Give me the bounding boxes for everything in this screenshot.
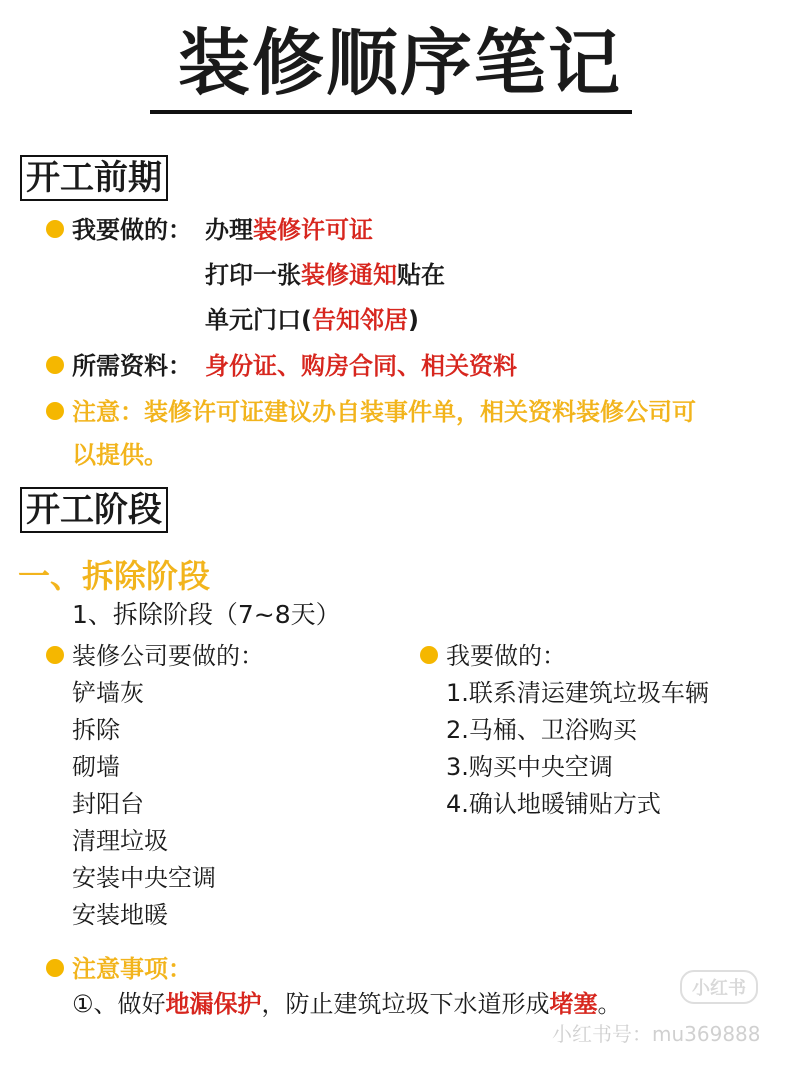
me-label-row xyxy=(420,641,566,671)
stage-title: 1、拆除阶段（7~8天） xyxy=(72,600,341,629)
bullet-dot-icon xyxy=(46,646,64,664)
materials-value: 身份证、购房合同、相关资料 xyxy=(205,352,517,380)
i-do-line-2-tail: 贴在 xyxy=(397,261,445,289)
attention-text xyxy=(72,989,622,1019)
materials-label: 所需资料： xyxy=(72,352,192,380)
bullet-dot-icon xyxy=(420,646,438,664)
attention-pre: ①、做好 xyxy=(72,990,166,1018)
note-text-1: 注意：装修许可证建议办自装事件单，相关资料装修公司可 xyxy=(72,398,696,426)
neighbors-highlight: 告知邻居 xyxy=(311,306,408,334)
i-do-line-2-text: 打印一张 xyxy=(205,261,301,289)
i-do-line-2 xyxy=(205,260,445,290)
permit-highlight: 装修许可证 xyxy=(253,216,373,244)
attention-mid: ，防止建筑垃圾下水道形成 xyxy=(261,990,550,1018)
i-do-line-3-text: 单元门口( xyxy=(205,306,312,334)
company-item: 安装地暖 xyxy=(72,901,168,929)
company-item: 清理垃圾 xyxy=(72,827,168,855)
me-item: 3.购买中央空调 xyxy=(446,753,613,781)
i-do-line-3-tail: ) xyxy=(407,306,419,334)
demolition-subheading: 一、拆除阶段 xyxy=(18,557,211,595)
attention-row xyxy=(46,954,192,984)
company-item: 铲墙灰 xyxy=(72,679,144,707)
blockage-highlight: 堵塞 xyxy=(549,990,598,1018)
me-item: 4.确认地暖铺贴方式 xyxy=(446,790,661,818)
drain-protection-highlight: 地漏保护 xyxy=(165,990,262,1018)
me-label: 我要做的： xyxy=(446,642,566,670)
me-item: 2.马桶、卫浴购买 xyxy=(446,716,637,744)
me-item: 1.联系清运建筑垃圾车辆 xyxy=(446,679,709,707)
bullet-dot-icon xyxy=(46,356,64,374)
watermark-id: 小红书号：mu369888 xyxy=(552,1022,761,1046)
section-heading-construction: 开工阶段 xyxy=(20,487,168,533)
company-item: 砌墙 xyxy=(72,753,120,781)
company-item: 安装中央空调 xyxy=(72,864,216,892)
company-item: 拆除 xyxy=(72,716,120,744)
page-title: 装修顺序笔记 xyxy=(177,21,622,105)
i-do-line-1-text: 办理 xyxy=(205,216,253,244)
company-item: 封阳台 xyxy=(72,790,144,818)
attention-post: 。 xyxy=(597,990,622,1018)
i-do-label: 我要做的： xyxy=(72,216,192,244)
notice-highlight: 装修通知 xyxy=(301,261,397,289)
i-do-line-1 xyxy=(205,215,373,245)
i-do-row xyxy=(46,215,192,245)
section-heading-pre-start: 开工前期 xyxy=(20,155,168,201)
watermark-logo: 小红书 xyxy=(680,970,758,1004)
materials-row xyxy=(46,351,192,381)
bullet-dot-icon xyxy=(46,402,64,420)
company-label-row xyxy=(46,641,264,671)
i-do-line-3 xyxy=(205,305,419,335)
attention-label: 注意事项： xyxy=(72,955,192,983)
bullet-dot-icon xyxy=(46,959,64,977)
note-line-1 xyxy=(46,397,696,427)
note-line-2: 以提供。 xyxy=(72,441,168,469)
title-underline xyxy=(150,110,632,114)
company-label: 装修公司要做的： xyxy=(72,642,264,670)
bullet-dot-icon xyxy=(46,220,64,238)
